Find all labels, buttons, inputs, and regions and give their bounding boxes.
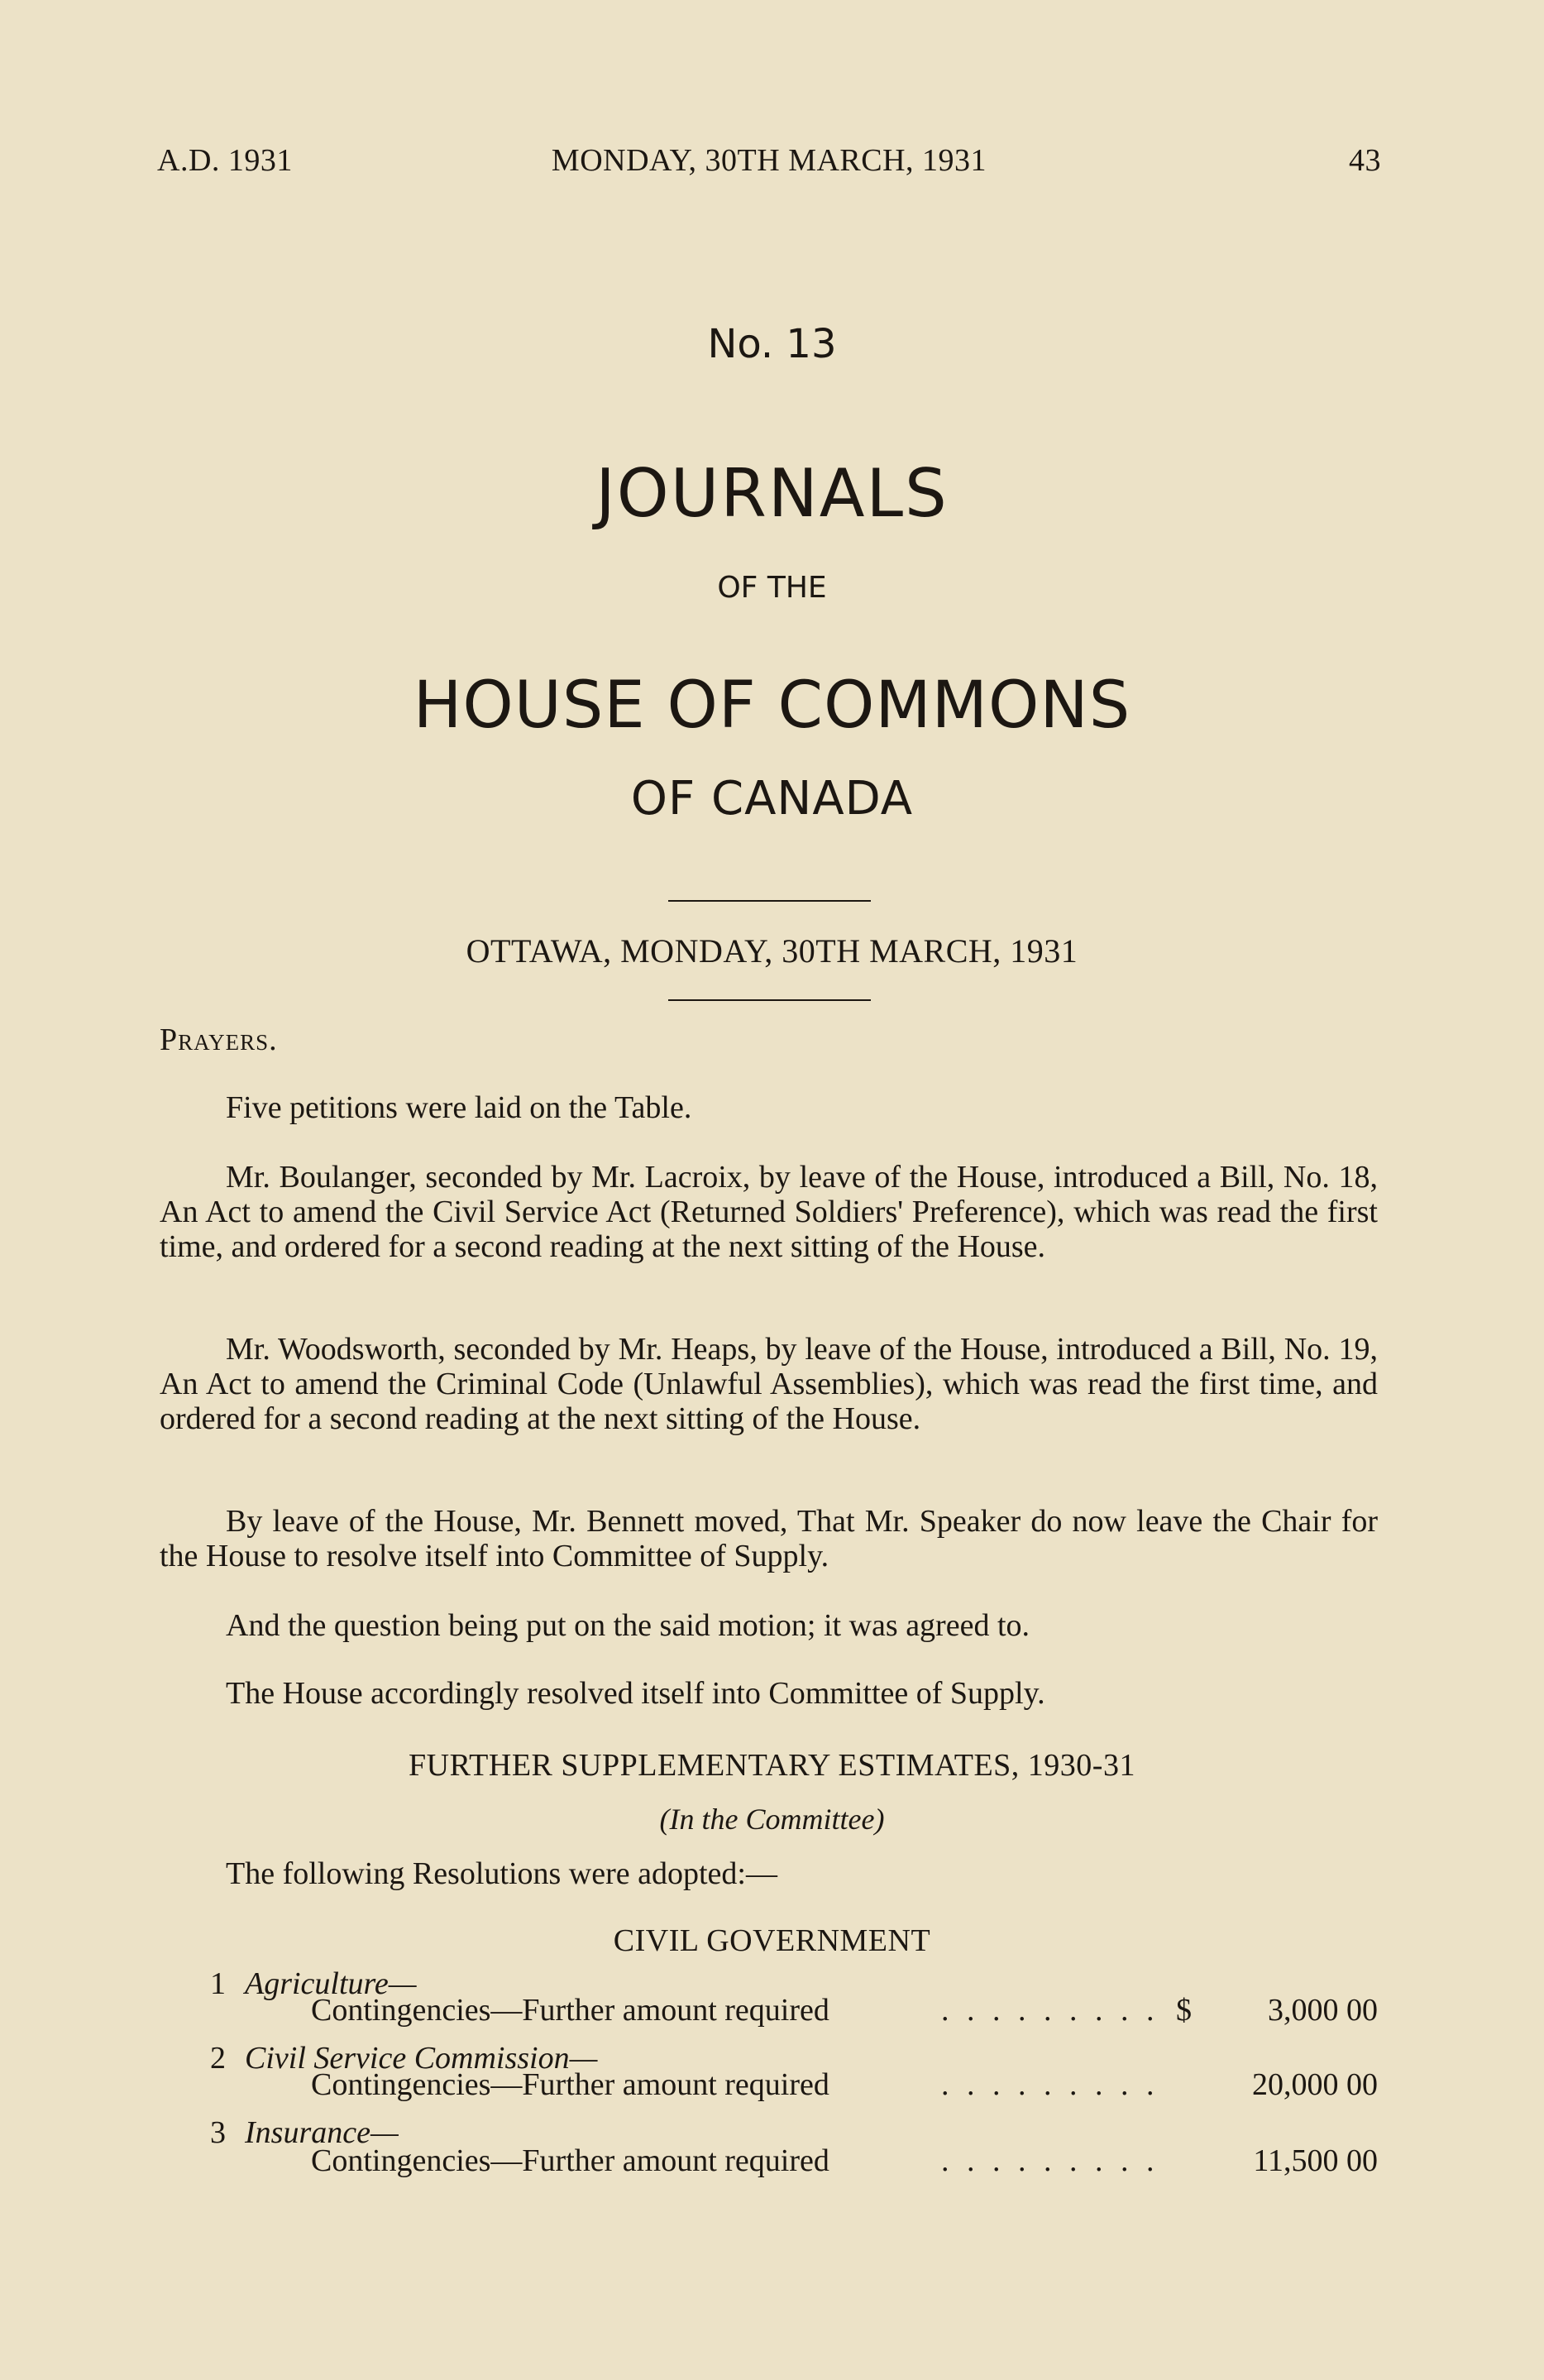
estimate-amount: 3,000 00	[1268, 1993, 1378, 2028]
resolutions-intro	[160, 1856, 1378, 1891]
paragraph-question-agreed	[160, 1608, 1378, 1643]
estimate-description: Contingencies—Further amount required	[311, 2143, 829, 2178]
estimate-heading: Civil Service Commission—	[245, 2041, 598, 2076]
leader-dots: . . . . . . . . .	[941, 2143, 1159, 2178]
paragraph-text: Mr. Boulanger, seconded by Mr. Lacroix, by leave of the House, introduced a Bill, No. 18, An Act to amend the Civil Service Act (Returned Soldiers' Preference), which was read the first time, and ordered for a second reading at the next sitting of the House.	[160, 1160, 1378, 1264]
of-canada-title: OF CANADA	[630, 772, 914, 826]
estimate-row	[311, 1992, 1378, 2030]
journal-number: No. 13	[707, 321, 837, 367]
paragraph-text: Five petitions were laid on the Table.	[226, 1090, 692, 1125]
page-number: 43	[1349, 143, 1381, 178]
divider-bottom	[668, 999, 871, 1001]
estimate-number: 2	[210, 2041, 226, 2076]
estimate-description: Contingencies—Further amount required	[311, 1993, 829, 2028]
running-head-year: A.D. 1931	[157, 143, 293, 178]
estimate-number: 3	[210, 2115, 226, 2150]
prayers-label: Prayers.	[160, 1022, 278, 1057]
paragraph-text: The following Resolutions were adopted:—	[226, 1856, 777, 1891]
paragraph-petitions	[160, 1090, 1378, 1125]
divider-top	[668, 900, 871, 902]
leader-dots: . . . . . . . . .	[941, 2067, 1159, 2102]
civil-government-heading: CIVIL GOVERNMENT	[613, 1923, 931, 1958]
estimate-number: 1	[210, 1966, 226, 2001]
dateline: OTTAWA, MONDAY, 30TH MARCH, 1931	[466, 932, 1078, 970]
prayers-heading	[160, 1022, 1378, 1057]
paragraph-woodsworth-bill	[160, 1332, 1378, 1436]
paragraph-text: And the question being put on the said motion; it was agreed to.	[226, 1608, 1030, 1643]
estimates-heading: FURTHER SUPPLEMENTARY ESTIMATES, 1930-31	[409, 1748, 1135, 1783]
running-head	[157, 142, 1381, 192]
estimate-amount: 20,000 00	[1252, 2067, 1378, 2102]
paragraph-committee-of-supply	[160, 1676, 1378, 1711]
leader-dots: . . . . . . . . .	[941, 1993, 1159, 2028]
running-head-date: MONDAY, 30TH MARCH, 1931	[551, 143, 987, 178]
house-of-commons-title: HOUSE OF COMMONS	[413, 668, 1131, 743]
title-of-the: OF THE	[717, 571, 827, 605]
journal-title: JOURNALS	[595, 455, 949, 532]
estimate-row	[311, 2066, 1378, 2105]
estimate-description: Contingencies—Further amount required	[311, 2067, 829, 2102]
committee-note: (In the Committee)	[659, 1803, 885, 1836]
paragraph-bennett-motion	[160, 1504, 1378, 1573]
estimate-row	[311, 2143, 1378, 2181]
currency-symbol: $	[1176, 1993, 1192, 2028]
paragraph-boulanger-bill	[160, 1160, 1378, 1264]
estimate-heading: Insurance—	[245, 2115, 399, 2150]
paragraph-text: The House accordingly resolved itself into Committee of Supply.	[226, 1676, 1045, 1711]
estimate-heading: Agriculture—	[245, 1966, 417, 2001]
estimate-amount: 11,500 00	[1253, 2143, 1378, 2178]
paragraph-text: Mr. Woodsworth, seconded by Mr. Heaps, by leave of the House, introduced a Bill, No. 19, An Act to amend the Criminal Code (Unlawful Assemblies), which was read the first time, and ordered for a second reading at the next sitting of the House.	[160, 1332, 1378, 1436]
paragraph-text: By leave of the House, Mr. Bennett moved, That Mr. Speaker do now leave the Chair for the House to resolve itself into Committee of Supply.	[160, 1504, 1378, 1573]
